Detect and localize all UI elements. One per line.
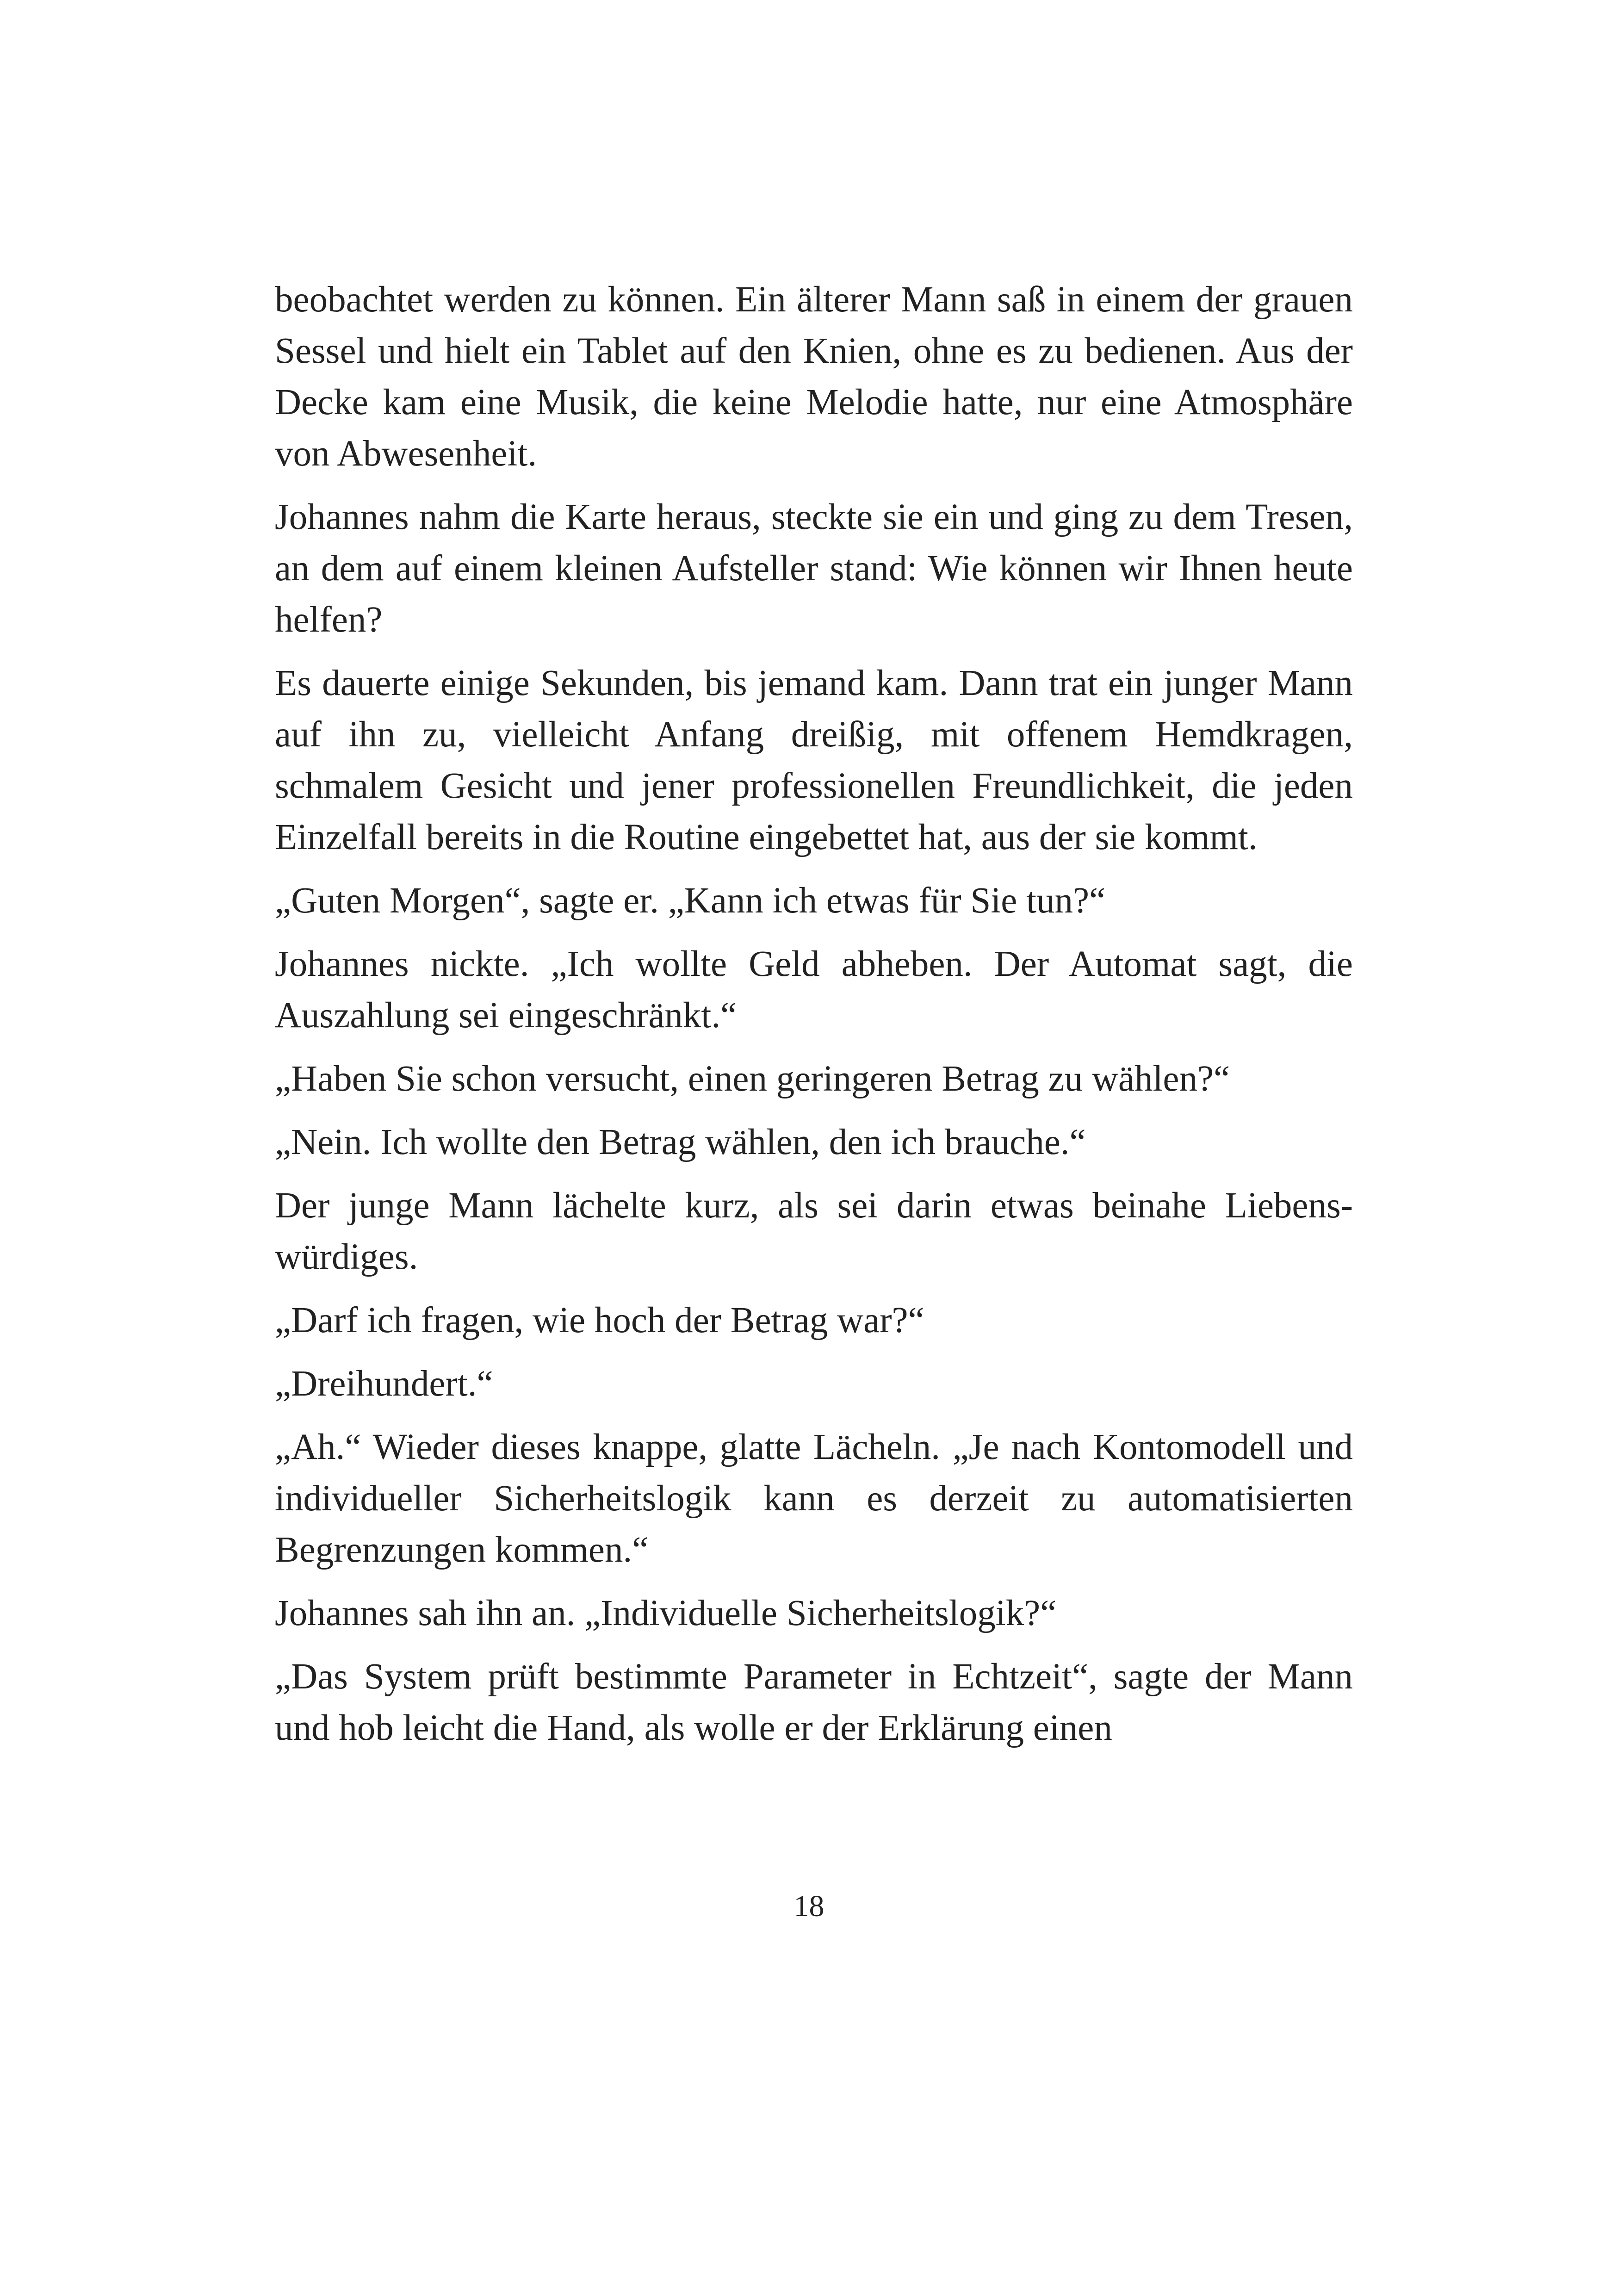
paragraph-9: „Darf ich fragen, wie hoch der Betrag war?“: [275, 1300, 924, 1340]
page-number: 18: [794, 1889, 824, 1923]
paragraph-7: „Nein. Ich wollte den Betrag wählen, den ich brauche.“: [275, 1122, 1086, 1162]
paragraph-8: Der junge Mann lächelte kurz, als sei darin etwas beinahe Liebenswürdiges.: [275, 1185, 1353, 1277]
paragraph-5: Johannes nickte. „Ich wollte Geld abheben. Der Automat sagt, die Auszahlung sei eingeschränkt.“: [275, 944, 1353, 1036]
paragraph-4: „Guten Morgen“, sagte er. „Kann ich etwas für Sie tun?“: [275, 881, 1106, 921]
paragraph-3: Es dauerte einige Sekunden, bis jemand kam. Dann trat ein junger Mann auf ihn zu, vielleicht Anfang dreißig, mit offenem Hemdkragen, schmalem Gesicht und jener professionellen Freundlichkeit, die jeden Einzelfall bereits in die Routine eingebettet hat, aus der sie kommt.: [275, 663, 1353, 857]
paragraph-11: „Ah.“ Wieder dieses knappe, glatte Lächeln. „Je nach Kontomodell und individueller Sicherheitslogik kann es derzeit zu automatisierten Begrenzungen kommen.“: [275, 1427, 1353, 1570]
paragraph-10: „Dreihundert.“: [275, 1364, 493, 1404]
paragraph-2: Johannes nahm die Karte heraus, steckte sie ein und ging zu dem Tresen, an dem auf einem kleinen Aufsteller stand: Wie können wir Ihnen heute helfen?: [275, 497, 1353, 640]
paragraph-6: „Haben Sie schon versucht, einen geringeren Betrag zu wählen?“: [275, 1059, 1230, 1099]
paragraph-12: Johannes sah ihn an. „Individuelle Sicherheitslogik?“: [275, 1593, 1057, 1633]
paragraph-1: beobachtet werden zu können. Ein älterer Mann saß in einem der grauen Sessel und hielt ein Tablet auf den Knien, ohne es zu bedienen. Aus der Decke kam eine Musik, die keine Melodie hatte, nur eine Atmosphäre von Abwesenheit.: [275, 279, 1353, 474]
paragraph-13: „Das System prüft bestimmte Parameter in Echtzeit“, sagte der Mann und hob leicht die Hand, als wolle er der Erklärung einen: [275, 1657, 1353, 1748]
body-text: [275, 274, 1353, 1766]
